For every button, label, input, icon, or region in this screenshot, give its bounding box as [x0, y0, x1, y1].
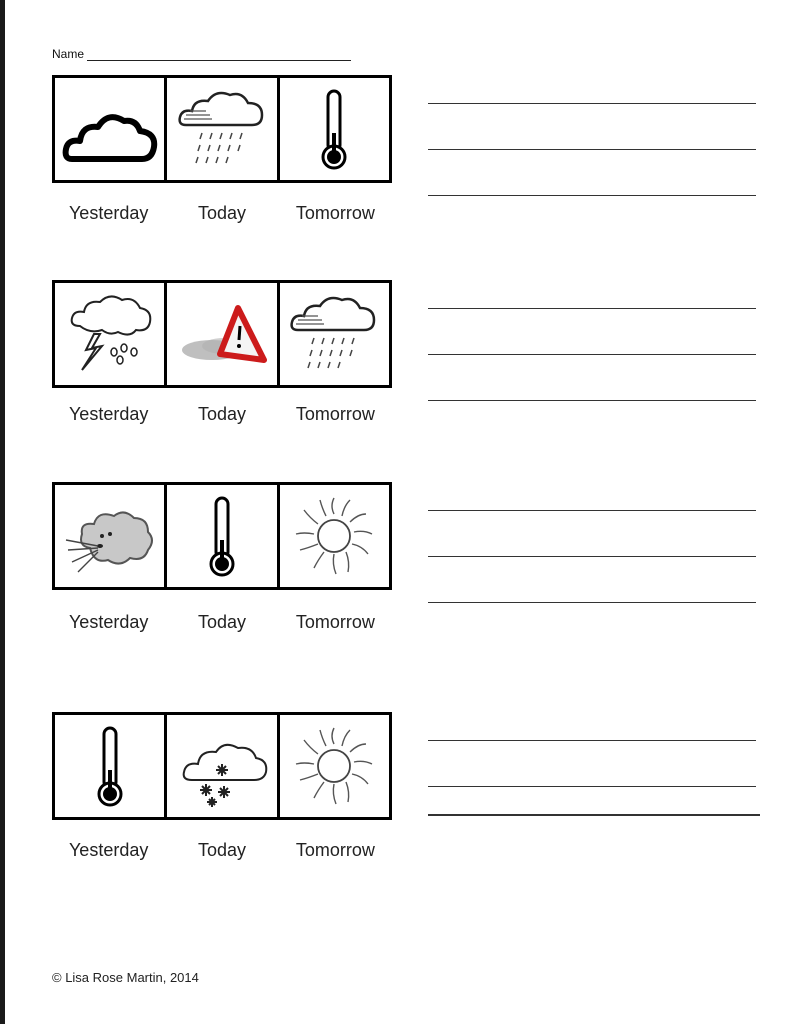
tomorrow-cell [277, 283, 389, 385]
thunderstorm-icon [60, 286, 160, 382]
picture-strip-3 [52, 482, 392, 590]
writing-line[interactable] [428, 308, 756, 309]
writing-line[interactable] [428, 195, 756, 196]
today-label: Today [197, 404, 247, 424]
copyright-footer: © Lisa Rose Martin, 2014 [52, 970, 199, 985]
yesterday-label: Yesterday [68, 612, 149, 632]
writing-line[interactable] [428, 814, 760, 816]
warning-sign-icon [172, 286, 272, 382]
day-labels-4 [52, 840, 392, 861]
tomorrow-label: Tomorrow [295, 612, 375, 632]
tomorrow-cell [277, 715, 389, 817]
name-line[interactable] [87, 48, 351, 61]
writing-lines-4 [428, 740, 756, 816]
name-field [52, 47, 351, 61]
yesterday-cell [55, 485, 164, 587]
yesterday-cell [55, 715, 164, 817]
thermometer-icon [284, 81, 384, 177]
today-label: Today [197, 612, 247, 632]
thermometer-icon [172, 488, 272, 584]
windy-cloud-icon [60, 488, 160, 584]
snow-cloud-icon [172, 718, 272, 814]
writing-line[interactable] [428, 354, 756, 355]
tomorrow-cell [277, 485, 389, 587]
writing-lines-2 [428, 308, 756, 401]
day-labels-3 [52, 612, 392, 633]
writing-line[interactable] [428, 740, 756, 741]
day-labels-2 [52, 404, 392, 425]
writing-line[interactable] [428, 602, 756, 603]
sun-icon [284, 488, 384, 584]
writing-lines-1 [428, 103, 756, 196]
picture-strip-4 [52, 712, 392, 820]
today-cell [164, 78, 276, 180]
name-label: Name [52, 47, 85, 61]
day-labels-1 [52, 203, 392, 224]
today-label: Today [197, 840, 247, 860]
page-edge [0, 0, 5, 1024]
tomorrow-cell [277, 78, 389, 180]
writing-line[interactable] [428, 103, 756, 104]
rain-cloud-icon [172, 81, 272, 177]
writing-line[interactable] [428, 149, 756, 150]
today-cell [164, 283, 276, 385]
picture-strip-1 [52, 75, 392, 183]
writing-line[interactable] [428, 786, 756, 787]
picture-strip-2 [52, 280, 392, 388]
today-cell [164, 485, 276, 587]
yesterday-cell [55, 283, 164, 385]
writing-line[interactable] [428, 510, 756, 511]
thermometer-icon [60, 718, 160, 814]
yesterday-label: Yesterday [68, 203, 149, 223]
writing-line[interactable] [428, 400, 756, 401]
tomorrow-label: Tomorrow [295, 404, 375, 424]
rain-cloud-icon [284, 286, 384, 382]
yesterday-cell [55, 78, 164, 180]
sun-icon [284, 718, 384, 814]
yesterday-label: Yesterday [68, 404, 149, 424]
tomorrow-label: Tomorrow [295, 203, 375, 223]
today-label: Today [197, 203, 247, 223]
today-cell [164, 715, 276, 817]
tomorrow-label: Tomorrow [295, 840, 375, 860]
yesterday-label: Yesterday [68, 840, 149, 860]
writing-lines-3 [428, 510, 756, 603]
writing-line[interactable] [428, 556, 756, 557]
cloud-icon [60, 81, 160, 177]
